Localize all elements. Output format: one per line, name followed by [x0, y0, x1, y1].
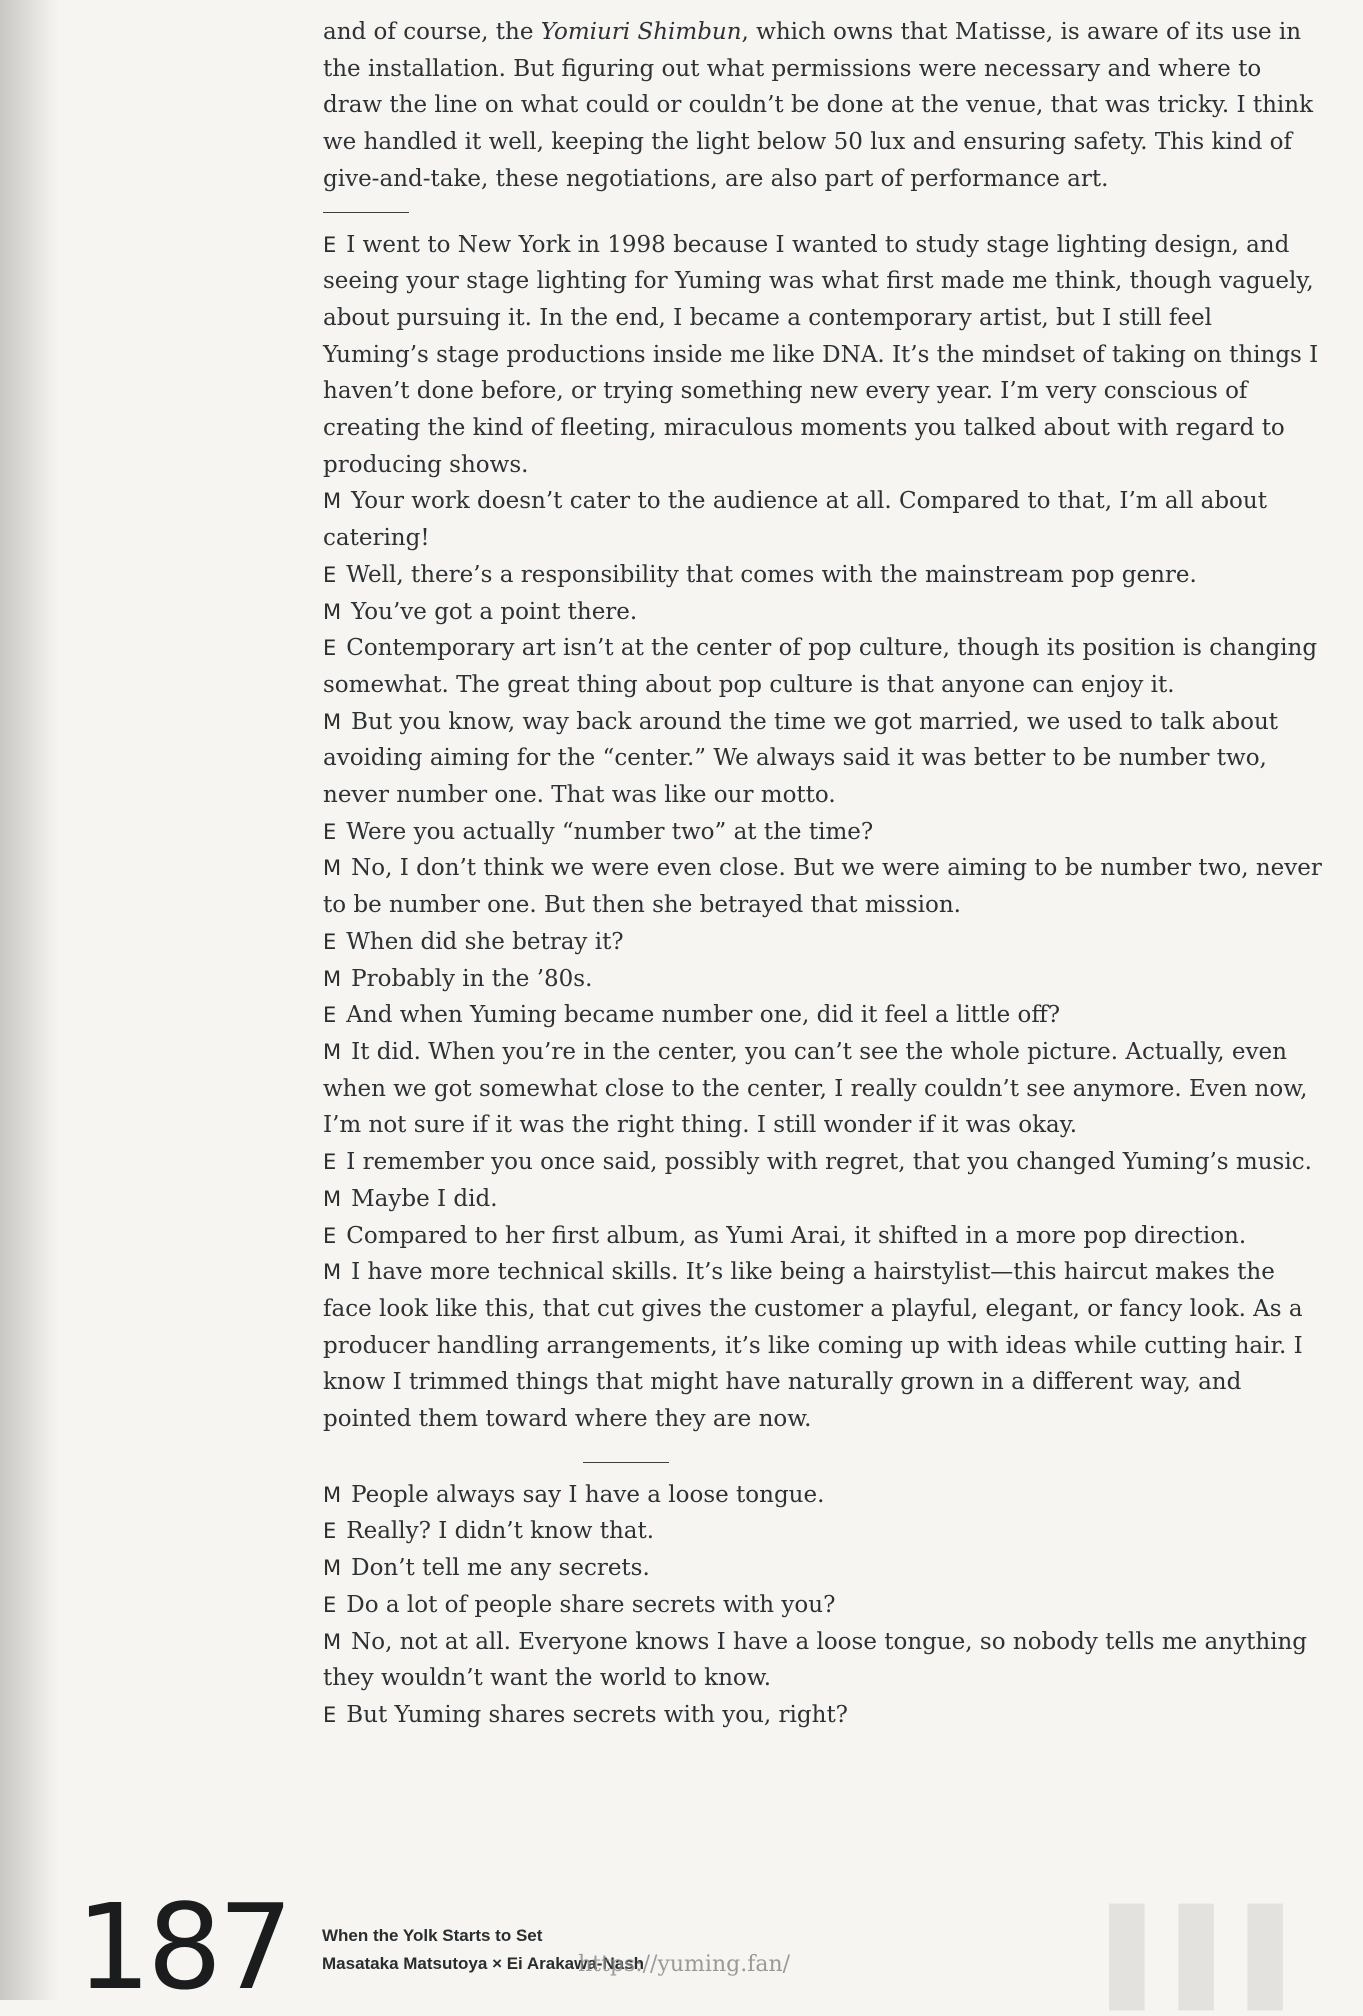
speaker-label: E [323, 1702, 337, 1727]
speaker-label: M [323, 856, 342, 881]
dialogue-text: It did. When you’re in the center, you can’t see the whole picture. Actually, even when we got somewhat close to the center, I really couldn’t see anymore. Even now, I’m not sure if it was the right thing. I still wonder if it was okay. [323, 1038, 1308, 1139]
speaker-label: M [323, 1629, 342, 1654]
book-gutter-shadow [0, 0, 60, 2000]
speaker-label: E [323, 1223, 337, 1248]
dialogue-line [323, 1218, 1323, 1255]
dialogue-line [323, 850, 1323, 923]
dialogue-line [323, 1144, 1323, 1181]
dialogue-line [323, 961, 1323, 998]
dialogue-line [323, 1550, 1323, 1587]
dialogue-line [323, 814, 1323, 851]
speaker-label: M [323, 966, 342, 991]
dialogue-line [323, 557, 1323, 594]
speaker-label: E [323, 929, 337, 954]
dialogue-line [323, 630, 1323, 703]
dialogue-text: Maybe I did. [351, 1185, 498, 1212]
dialogue-line [323, 1697, 1323, 1734]
dialogue-text: I went to New York in 1998 because I wanted to study stage lighting design, and seeing your stage lighting for Yuming was what first made me think, though vaguely, about pursuing it. In the end, I became a contemporary artist, but I still feel Yuming’s stage productions inside me like DNA. It’s the mindset of taking on things I haven’t done before, or trying something new every year. I’m very conscious of creating the kind of fleeting, miraculous moments you talked about with regard to producing shows. [323, 231, 1319, 478]
section-divider-2 [583, 1462, 669, 1463]
dialogue-line [323, 1587, 1323, 1624]
speaker-label: M [323, 489, 342, 514]
dialogue-text: Contemporary art isn’t at the center of pop culture, though its position is changing somewhat. The great thing about pop culture is that anyone can enjoy it. [323, 635, 1318, 698]
running-title: When the Yolk Starts to Set [322, 1926, 543, 1945]
speaker-label: E [323, 1003, 337, 1028]
newspaper-name: Yomiuri Shimbun [540, 19, 742, 45]
dialogue-section-2 [323, 1477, 1323, 1734]
dialogue-line [323, 1034, 1323, 1144]
speaker-label: M [323, 1556, 342, 1581]
dialogue-text: People always say I have a loose tongue. [351, 1481, 825, 1508]
dialogue-line [323, 594, 1323, 631]
speaker-label: M [323, 709, 342, 734]
dialogue-line [323, 704, 1323, 814]
speaker-label: E [323, 1592, 337, 1617]
watermark: https://yuming.fan/ [578, 1952, 791, 1977]
dialogue-text: I remember you once said, possibly with regret, that you changed Yuming’s music. [346, 1149, 1312, 1176]
dialogue-line [323, 1624, 1323, 1697]
dialogue-text: Were you actually “number two” at the time? [346, 818, 874, 845]
dialogue-line [323, 924, 1323, 961]
speaker-label: E [323, 636, 337, 661]
dialogue-text: You’ve got a point there. [351, 598, 638, 625]
speaker-label: E [323, 232, 337, 257]
dialogue-text: No, I don’t think we were even close. But we were aiming to be number two, never to be number one. But then she betrayed that mission. [323, 855, 1322, 919]
speaker-label: E [323, 819, 337, 844]
dialogue-text: I have more technical skills. It’s like being a hairstylist—this haircut makes the face look like this, that cut gives the customer a playful, elegant, or fancy look. As a producer handling arrangements, it’s like coming up with ideas while cutting hair. I know I trimmed things that might have naturally grown in a different way, and pointed them toward where they are now. [323, 1259, 1303, 1433]
dialogue-text: But Yuming shares secrets with you, right? [346, 1701, 849, 1728]
dialogue-line [323, 483, 1323, 556]
dialogue-text: Really? I didn’t know that. [346, 1518, 655, 1545]
dialogue-text: Your work doesn’t cater to the audience at all. Compared to that, I’m all about catering! [323, 488, 1267, 552]
ghost-text-bleed: ▌▌▌ [1110, 1905, 1318, 2010]
dialogue-text: Don’t tell me any secrets. [351, 1555, 650, 1582]
dialogue-text: And when Yuming became number one, did it feel a little off? [346, 1002, 1061, 1029]
page-number: 187 [76, 1878, 290, 2016]
dialogue-text: But you know, way back around the time we got married, we used to talk about avoiding aiming for the “center.” We always said it was better to be number two, never number one. That was like our motto. [323, 708, 1279, 809]
dialogue-line [323, 1513, 1323, 1550]
dialogue-text: When did she betray it? [346, 928, 624, 955]
dialogue-text: Compared to her first album, as Yumi Arai, it shifted in a more pop direction. [346, 1222, 1247, 1249]
article-body [323, 14, 1323, 1734]
speaker-label: E [323, 1150, 337, 1175]
dialogue-line [323, 227, 1323, 484]
dialogue-line [323, 997, 1323, 1034]
dialogue-text: Probably in the ’80s. [351, 965, 593, 992]
dialogue-text: Do a lot of people share secrets with you? [346, 1591, 836, 1618]
running-authors: Masataka Matsutoya × Ei Arakawa-Nash [322, 1954, 645, 1973]
dialogue-text: Well, there’s a responsibility that comes with the mainstream pop genre. [346, 561, 1197, 588]
dialogue-line [323, 1477, 1323, 1514]
speaker-label: M [323, 1186, 342, 1211]
speaker-label: M [323, 1482, 342, 1507]
speaker-label: M [323, 1260, 342, 1285]
dialogue-text: No, not at all. Everyone knows I have a loose tongue, so nobody tells me anything they wouldn’t want the world to know. [323, 1628, 1308, 1692]
speaker-label: E [323, 1519, 337, 1544]
speaker-label: E [323, 562, 337, 587]
intro-paragraph: and of course, the Yomiuri Shimbun, which owns that Matisse, is aware of its use in the installation. But figuring out what permissions were necessary and where to draw the line on what could or couldn’t be done at the venue, that was tricky. I think we handled it well, keeping the light below 50 lux and ensuring safety. This kind of give-and-take, these negotiations, are also part of performance art. [323, 19, 1313, 192]
dialogue-line [323, 1254, 1323, 1438]
speaker-label: M [323, 599, 342, 624]
dialogue-section-1 [323, 227, 1323, 1438]
speaker-label: M [323, 1039, 342, 1064]
dialogue-line [323, 1181, 1323, 1218]
section-divider [323, 212, 409, 213]
